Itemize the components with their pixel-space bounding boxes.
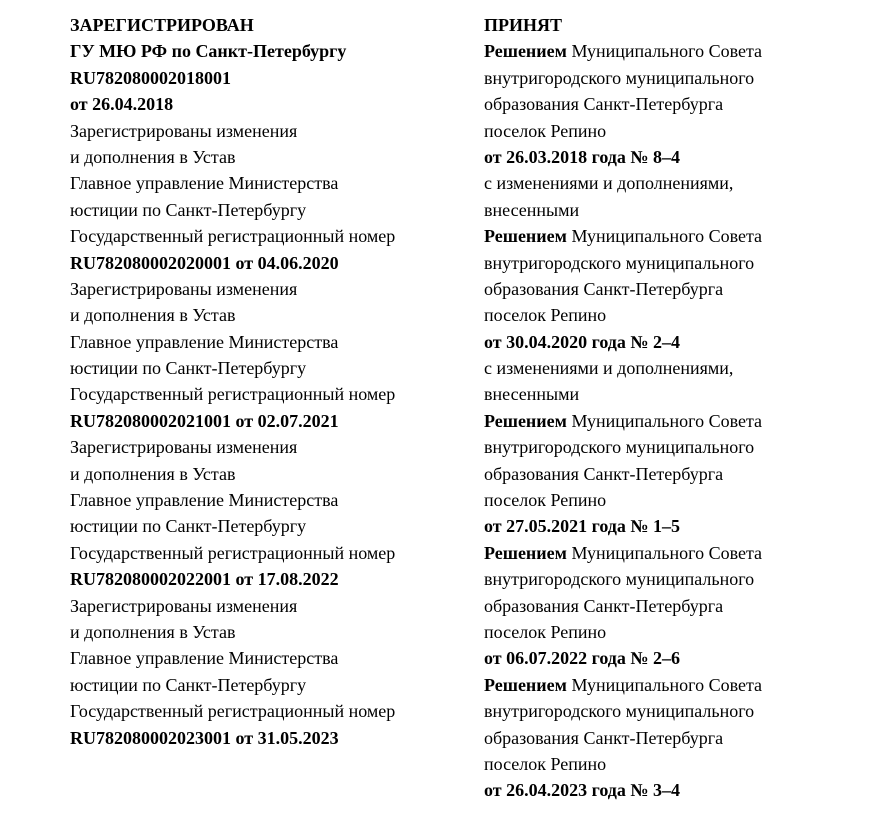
registration-line <box>70 725 470 751</box>
registration-line <box>70 698 470 724</box>
registration-line <box>70 593 470 619</box>
regular-text: Зарегистрированы изменения <box>70 595 298 616</box>
registration-line <box>70 12 470 38</box>
registration-line <box>70 619 470 645</box>
bold-text: от 26.04.2018 <box>70 94 174 115</box>
regular-text: поселок Репино <box>484 305 607 326</box>
regular-text: Государственный регистрационный номер <box>70 701 396 722</box>
bold-text: RU782080002021001 от 02.07.2021 <box>70 410 339 431</box>
regular-text: юстиции по Санкт-Петербургу <box>70 199 307 220</box>
regular-text: образования Санкт-Петербурга <box>484 595 724 616</box>
registration-line <box>70 223 470 249</box>
bold-text: от 26.04.2023 года № 3–4 <box>484 780 681 801</box>
registration-line <box>70 144 470 170</box>
regular-text: Зарегистрированы изменения <box>70 437 298 458</box>
registration-line <box>70 434 470 460</box>
registration-line <box>70 408 470 434</box>
regular-text: внутригородского муниципального <box>484 252 755 273</box>
regular-text: юстиции по Санкт-Петербургу <box>70 674 307 695</box>
bold-text: от 26.03.2018 года № 8–4 <box>484 146 681 167</box>
regular-text: внутригородского муниципального <box>484 701 755 722</box>
regular-text: Муниципального Совета <box>566 674 763 695</box>
registration-line <box>70 461 470 487</box>
regular-text: образования Санкт-Петербурга <box>484 278 724 299</box>
regular-text: и дополнения в Устав <box>70 305 236 326</box>
adoption-line <box>484 118 854 144</box>
registration-line <box>70 513 470 539</box>
adoption-line <box>484 540 854 566</box>
adoption-line <box>484 329 854 355</box>
registration-line <box>70 38 470 64</box>
regular-text: внутригородского муниципального <box>484 569 755 590</box>
regular-text: внутригородского муниципального <box>484 437 755 458</box>
adoption-line <box>484 170 854 196</box>
registration-line <box>70 381 470 407</box>
regular-text: поселок Репино <box>484 621 607 642</box>
adoption-line <box>484 434 854 460</box>
regular-text: и дополнения в Устав <box>70 463 236 484</box>
regular-text: Зарегистрированы изменения <box>70 120 298 141</box>
regular-text: образования Санкт-Петербурга <box>484 727 724 748</box>
adoption-line <box>484 197 854 223</box>
registration-line <box>70 91 470 117</box>
adoption-line <box>484 777 854 803</box>
registration-line <box>70 672 470 698</box>
bold-text: ПРИНЯТ <box>484 15 563 35</box>
registration-line <box>70 566 470 592</box>
regular-text: внутригородского муниципального <box>484 67 755 88</box>
adoption-line <box>484 12 854 38</box>
adoption-line <box>484 65 854 91</box>
regular-text: Государственный регистрационный номер <box>70 226 396 247</box>
adoption-line <box>484 38 854 64</box>
regular-text: с изменениями и дополнениями, <box>484 173 734 194</box>
regular-text: с изменениями и дополнениями, <box>484 358 734 379</box>
regular-text: Зарегистрированы изменения <box>70 278 298 299</box>
adoption-line <box>484 566 854 592</box>
adoption-line <box>484 91 854 117</box>
adoption-line <box>484 487 854 513</box>
regular-text: Главное управление Министерства <box>70 648 339 669</box>
regular-text: образования Санкт-Петербурга <box>484 94 724 115</box>
adoption-line <box>484 223 854 249</box>
regular-text: Главное управление Министерства <box>70 173 339 194</box>
registration-line <box>70 170 470 196</box>
adoption-line <box>484 645 854 671</box>
registration-line <box>70 197 470 223</box>
bold-text: Решением <box>484 226 567 247</box>
adoption-line <box>484 250 854 276</box>
adoption-line <box>484 408 854 434</box>
regular-text: Муниципального Совета <box>566 226 763 247</box>
registration-line <box>70 487 470 513</box>
regular-text: Муниципального Совета <box>566 41 763 62</box>
adoption-line <box>484 672 854 698</box>
registration-line <box>70 118 470 144</box>
adoption-line <box>484 725 854 751</box>
adoption-line <box>484 751 854 777</box>
regular-text: внесенными <box>484 384 580 405</box>
bold-text: от 27.05.2021 года № 1–5 <box>484 516 681 537</box>
bold-text: RU782080002018001 <box>70 67 231 88</box>
regular-text: юстиции по Санкт-Петербургу <box>70 358 307 379</box>
regular-text: юстиции по Санкт-Петербургу <box>70 516 307 537</box>
adoption-line <box>484 381 854 407</box>
bold-text: Решением <box>484 674 567 695</box>
regular-text: и дополнения в Устав <box>70 146 236 167</box>
bold-text: Решением <box>484 542 567 563</box>
regular-text: Государственный регистрационный номер <box>70 542 396 563</box>
bold-text: от 06.07.2022 года № 2–6 <box>484 648 681 669</box>
bold-text: ЗАРЕГИСТРИРОВАН <box>70 15 254 35</box>
bold-text: Решением <box>484 41 567 62</box>
adoption-line <box>484 593 854 619</box>
regular-text: Муниципального Совета <box>566 542 763 563</box>
bold-text: RU782080002023001 от 31.05.2023 <box>70 727 339 748</box>
regular-text: поселок Репино <box>484 490 607 511</box>
registration-line <box>70 355 470 381</box>
regular-text: поселок Репино <box>484 753 607 774</box>
registration-line <box>70 250 470 276</box>
registration-line <box>70 65 470 91</box>
bold-text: Решением <box>484 410 567 431</box>
registration-line <box>70 645 470 671</box>
registration-line <box>70 540 470 566</box>
adoption-column <box>484 12 854 804</box>
bold-text: от 30.04.2020 года № 2–4 <box>484 331 681 352</box>
registration-column <box>70 12 470 751</box>
regular-text: Государственный регистрационный номер <box>70 384 396 405</box>
regular-text: Главное управление Министерства <box>70 331 339 352</box>
regular-text: и дополнения в Устав <box>70 621 236 642</box>
adoption-line <box>484 619 854 645</box>
adoption-line <box>484 276 854 302</box>
bold-text: ГУ МЮ РФ по Санкт-Петербургу <box>70 41 347 62</box>
adoption-line <box>484 144 854 170</box>
registration-line <box>70 276 470 302</box>
registration-line <box>70 329 470 355</box>
regular-text: Муниципального Совета <box>566 410 763 431</box>
adoption-line <box>484 355 854 381</box>
adoption-line <box>484 698 854 724</box>
adoption-line <box>484 302 854 328</box>
adoption-line <box>484 513 854 539</box>
regular-text: Главное управление Министерства <box>70 490 339 511</box>
regular-text: поселок Репино <box>484 120 607 141</box>
regular-text: образования Санкт-Петербурга <box>484 463 724 484</box>
regular-text: внесенными <box>484 199 580 220</box>
adoption-line <box>484 461 854 487</box>
bold-text: RU782080002020001 от 04.06.2020 <box>70 252 339 273</box>
bold-text: RU782080002022001 от 17.08.2022 <box>70 569 339 590</box>
registration-line <box>70 302 470 328</box>
